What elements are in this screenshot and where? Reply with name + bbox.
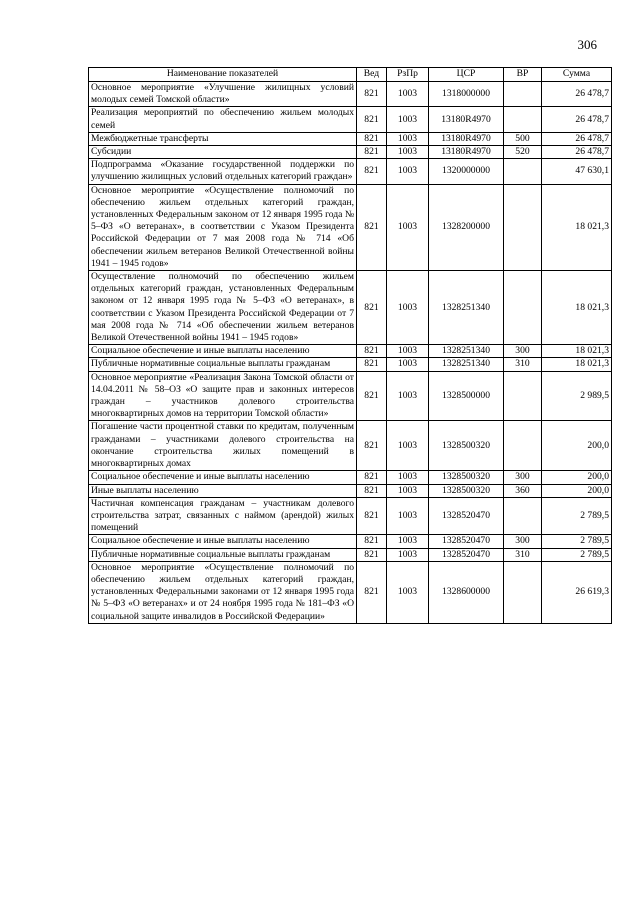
cell-vr: 310	[504, 358, 542, 371]
cell-csr: 13180R4970	[429, 132, 504, 145]
cell-vr: 300	[504, 535, 542, 548]
table-row	[89, 471, 612, 484]
cell-vr	[504, 271, 542, 345]
cell-ved: 821	[357, 132, 387, 145]
cell-sum: 26 478,7	[542, 107, 612, 132]
table-row	[89, 484, 612, 497]
cell-name: Погашение части процентной ставки по кредитам, полученным гражданами – участниками долевого строительства на окончание строительства жилых помещений в многоквартирных домах	[89, 421, 357, 471]
table-row	[89, 535, 612, 548]
cell-csr: 13180R4970	[429, 146, 504, 159]
cell-name: Социальное обеспечение и иные выплаты населению	[89, 471, 357, 484]
cell-sum: 2 789,5	[542, 535, 612, 548]
cell-ved: 821	[357, 358, 387, 371]
cell-csr: 1328251340	[429, 271, 504, 345]
header-sum: Сумма	[542, 68, 612, 82]
cell-name: Основное мероприятие «Улучшение жилищных условий молодых семей Томской области»	[89, 82, 357, 107]
cell-rzpr: 1003	[387, 271, 429, 345]
cell-ved: 821	[357, 271, 387, 345]
cell-rzpr: 1003	[387, 421, 429, 471]
cell-name: Социальное обеспечение и иные выплаты населению	[89, 345, 357, 358]
table-row	[89, 146, 612, 159]
cell-csr: 1320000000	[429, 159, 504, 184]
header-vr: ВР	[504, 68, 542, 82]
cell-vr	[504, 497, 542, 535]
cell-rzpr: 1003	[387, 184, 429, 270]
cell-rzpr: 1003	[387, 358, 429, 371]
cell-rzpr: 1003	[387, 471, 429, 484]
cell-rzpr: 1003	[387, 132, 429, 145]
cell-csr: 1328200000	[429, 184, 504, 270]
cell-csr: 1328251340	[429, 345, 504, 358]
cell-ved: 821	[357, 561, 387, 623]
cell-vr	[504, 82, 542, 107]
cell-sum: 200,0	[542, 421, 612, 471]
cell-csr: 1328520470	[429, 497, 504, 535]
cell-sum: 26 478,7	[542, 132, 612, 145]
cell-name: Осуществление полномочий по обеспечению жильем отдельных категорий граждан, установленных Федеральным законом от 12 января 1995 года № 5–ФЗ «О ветеранах», в соответствии с Указом Президента Российской Федерации от 7 мая 2008 года № 714 «Об обеспечении жильем ветеранов Великой Отечественной войны 1941 – 1945 годов»	[89, 271, 357, 345]
table-row	[89, 358, 612, 371]
cell-sum: 26 619,3	[542, 561, 612, 623]
cell-csr: 1318000000	[429, 82, 504, 107]
cell-ved: 821	[357, 484, 387, 497]
cell-name: Реализация мероприятий по обеспечению жильем молодых семей	[89, 107, 357, 132]
cell-name: Основное мероприятие «Осуществление полномочий по обеспечению жильем отдельных категорий граждан, установленных Федеральным законом от 12 января 1995 года № 5–ФЗ «О ветеранах», в соответствии с Указом Президента Российской Федерации от 7 мая 2008 года № 714 «Об обеспечении жильем ветеранов Великой Отечественной войны 1941 – 1945 годов»	[89, 184, 357, 270]
cell-ved: 821	[357, 548, 387, 561]
cell-sum: 26 478,7	[542, 146, 612, 159]
cell-ved: 821	[357, 535, 387, 548]
cell-vr	[504, 371, 542, 421]
cell-sum: 18 021,3	[542, 358, 612, 371]
table-row	[89, 271, 612, 345]
cell-rzpr: 1003	[387, 146, 429, 159]
cell-name: Межбюджетные трансферты	[89, 132, 357, 145]
cell-name: Частичная компенсация гражданам – участникам долевого строительства затрат, связанных с наймом (арендой) жилых помещений	[89, 497, 357, 535]
cell-vr: 310	[504, 548, 542, 561]
table-row	[89, 371, 612, 421]
cell-rzpr: 1003	[387, 535, 429, 548]
cell-ved: 821	[357, 497, 387, 535]
budget-table	[88, 67, 612, 624]
page-number: 306	[577, 37, 597, 52]
cell-name: Публичные нормативные социальные выплаты гражданам	[89, 548, 357, 561]
cell-vr: 300	[504, 471, 542, 484]
cell-vr	[504, 184, 542, 270]
cell-csr: 1328500320	[429, 471, 504, 484]
cell-vr: 360	[504, 484, 542, 497]
table-row	[89, 159, 612, 184]
cell-rzpr: 1003	[387, 107, 429, 132]
cell-ved: 821	[357, 471, 387, 484]
cell-name: Социальное обеспечение и иные выплаты населению	[89, 535, 357, 548]
table-row	[89, 345, 612, 358]
cell-rzpr: 1003	[387, 561, 429, 623]
cell-rzpr: 1003	[387, 497, 429, 535]
header-csr: ЦСР	[429, 68, 504, 82]
cell-ved: 821	[357, 146, 387, 159]
cell-sum: 47 630,1	[542, 159, 612, 184]
table-row	[89, 82, 612, 107]
cell-rzpr: 1003	[387, 548, 429, 561]
table-row	[89, 107, 612, 132]
cell-name: Подпрограмма «Оказание государственной поддержки по улучшению жилищных условий отдельных категорий граждан»	[89, 159, 357, 184]
cell-name: Публичные нормативные социальные выплаты гражданам	[89, 358, 357, 371]
table-row	[89, 548, 612, 561]
cell-vr: 500	[504, 132, 542, 145]
cell-sum: 2 789,5	[542, 497, 612, 535]
cell-name: Иные выплаты населению	[89, 484, 357, 497]
cell-vr: 300	[504, 345, 542, 358]
cell-csr: 1328500000	[429, 371, 504, 421]
cell-sum: 18 021,3	[542, 271, 612, 345]
cell-vr: 520	[504, 146, 542, 159]
cell-rzpr: 1003	[387, 159, 429, 184]
cell-vr	[504, 107, 542, 132]
table-body	[89, 82, 612, 624]
cell-ved: 821	[357, 371, 387, 421]
cell-csr: 1328520470	[429, 535, 504, 548]
cell-sum: 2 989,5	[542, 371, 612, 421]
cell-sum: 26 478,7	[542, 82, 612, 107]
header-name: Наименование показателей	[89, 68, 357, 82]
header-rzpr: РзПр	[387, 68, 429, 82]
cell-csr: 1328600000	[429, 561, 504, 623]
cell-rzpr: 1003	[387, 371, 429, 421]
cell-vr	[504, 159, 542, 184]
cell-name: Основное мероприятие «Осуществление полномочий по обеспечению жильем отдельных категорий граждан, установленных Федеральными законами от 12 января 1995 года № 5–ФЗ «О ветеранах» и от 24 ноября 1995 года № 181–ФЗ «О социальной защите инвалидов в Российской Федерации»	[89, 561, 357, 623]
cell-vr	[504, 561, 542, 623]
cell-ved: 821	[357, 107, 387, 132]
table-row	[89, 184, 612, 270]
cell-vr	[504, 421, 542, 471]
table-header-row	[89, 68, 612, 82]
cell-ved: 821	[357, 184, 387, 270]
cell-sum: 18 021,3	[542, 345, 612, 358]
cell-sum: 200,0	[542, 471, 612, 484]
cell-ved: 821	[357, 82, 387, 107]
header-ved: Вед	[357, 68, 387, 82]
table-row	[89, 497, 612, 535]
cell-csr: 1328500320	[429, 421, 504, 471]
cell-csr: 13180R4970	[429, 107, 504, 132]
cell-ved: 821	[357, 159, 387, 184]
cell-csr: 1328500320	[429, 484, 504, 497]
cell-sum: 18 021,3	[542, 184, 612, 270]
cell-sum: 2 789,5	[542, 548, 612, 561]
cell-csr: 1328520470	[429, 548, 504, 561]
table-row	[89, 421, 612, 471]
cell-rzpr: 1003	[387, 345, 429, 358]
cell-csr: 1328251340	[429, 358, 504, 371]
cell-name: Основное мероприятие «Реализация Закона Томской области от 14.04.2011 № 58–ОЗ «О защите прав и законных интересов граждан – участников долевого строительства многоквартирных домов на территории Томской области»	[89, 371, 357, 421]
cell-name: Субсидии	[89, 146, 357, 159]
table-row	[89, 561, 612, 623]
cell-sum: 200,0	[542, 484, 612, 497]
table-row	[89, 132, 612, 145]
cell-rzpr: 1003	[387, 82, 429, 107]
cell-rzpr: 1003	[387, 484, 429, 497]
cell-ved: 821	[357, 345, 387, 358]
cell-ved: 821	[357, 421, 387, 471]
